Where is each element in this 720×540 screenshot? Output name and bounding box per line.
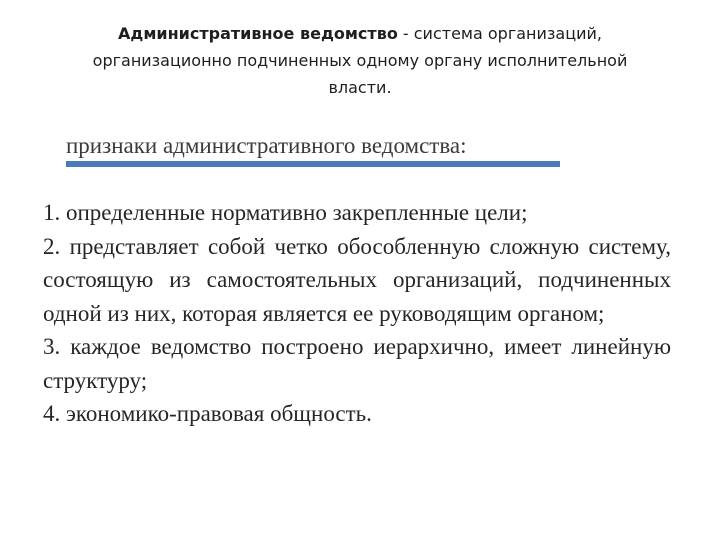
definition-paragraph <box>60 20 660 101</box>
heading-underline <box>66 161 560 167</box>
feature-item-2: 2. представляет собой четко обособленную сложную систему, состоящую из самостоятельных организаций, подчиненных одной из них, которая является ее руководящим органом; <box>43 233 671 326</box>
features-heading: признаки административного ведомства: <box>66 133 467 158</box>
definition-text: - система организаций, организационно подчиненных одному органу исполнительной власти. <box>92 24 628 97</box>
features-list <box>43 196 671 431</box>
feature-item-4: 4. экономико-правовая общность. <box>43 401 372 426</box>
feature-item-1: 1. определенные нормативно закрепленные цели; <box>43 200 528 225</box>
feature-item-3: 3. каждое ведомство построено иерархично, имеет линейную структуру; <box>43 334 671 393</box>
definition-term: Административное ведомство <box>118 24 398 43</box>
